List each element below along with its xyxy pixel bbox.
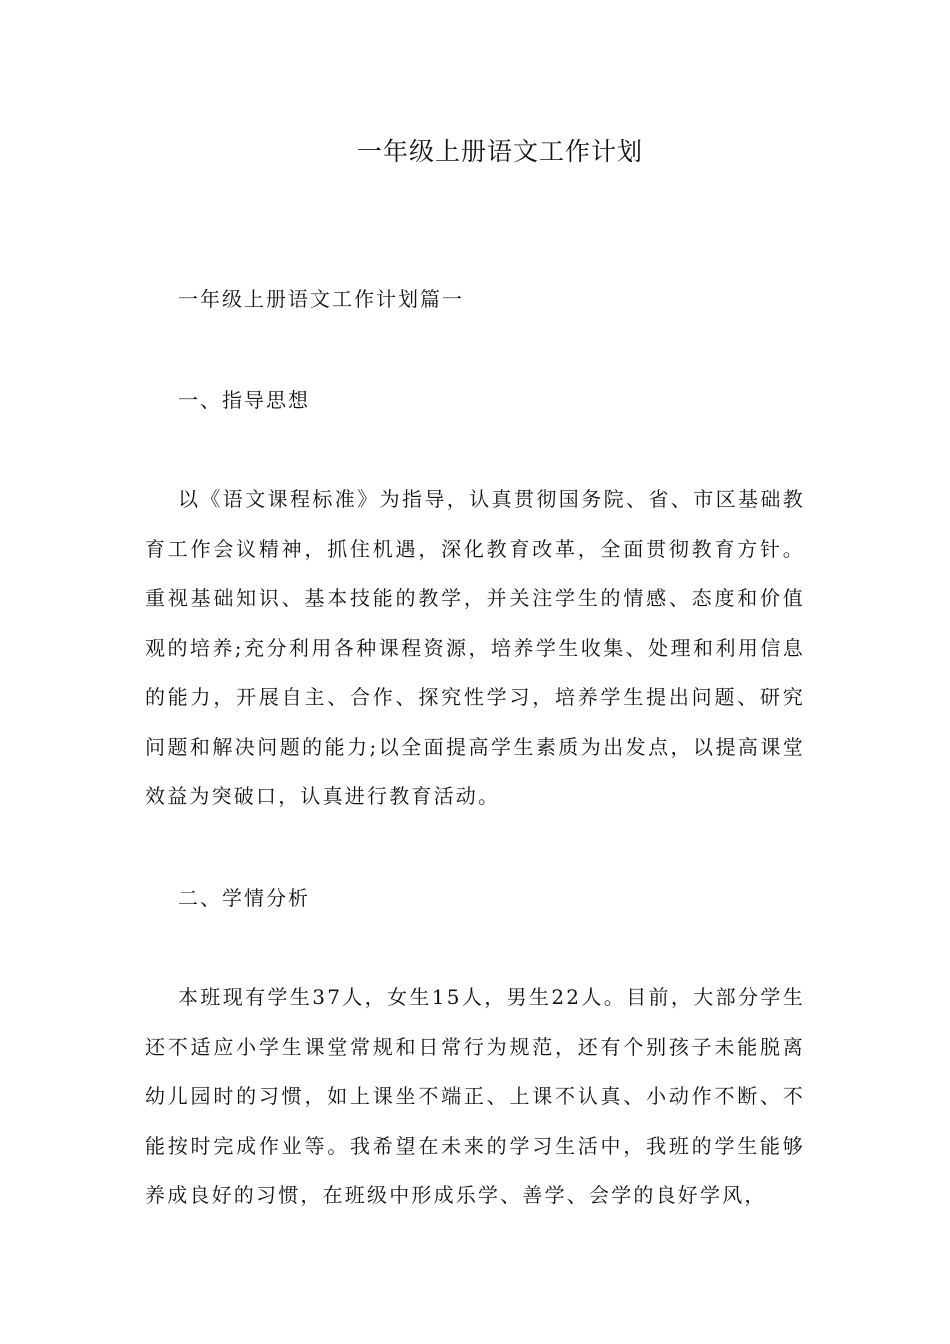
section-paragraph-student-analysis: 本班现有学生37人，女生15人，男生22人。目前，大部分学生还不适应小学生课堂常规和日常行为规范，还有个别孩子未能脱离幼儿园时的习惯，如上课坐不端正、上课不认真、小动作不断、不能按时完成作业等。我希望在未来的学习生活中，我班的学生能够养成良好的习惯，在班级中形成乐学、善学、会学的良好学风， bbox=[145, 985, 805, 1207]
document-subtitle: 一年级上册语文工作计划篇一 bbox=[178, 287, 464, 311]
section-heading-student-analysis: 二、学情分析 bbox=[178, 886, 310, 910]
section-heading-guiding-ideology: 一、指导思想 bbox=[178, 388, 310, 412]
document-title: 一年级上册语文工作计划 bbox=[356, 137, 643, 166]
section-paragraph-guiding-ideology: 以《语文课程标准》为指导，认真贯彻国务院、省、市区基础教育工作会议精神，抓住机遇，深化教育改革，全面贯彻教育方针。重视基础知识、基本技能的教学，并关注学生的情感、态度和价值观的培养;充分利用各种课程资源，培养学生收集、处理和利用信息的能力，开展自主、合作、探究性学习，培养学生提出问题、研究问题和解决问题的能力;以全面提高学生素质为出发点，以提高课堂效益为突破口，认真进行教育活动。 bbox=[145, 487, 805, 808]
